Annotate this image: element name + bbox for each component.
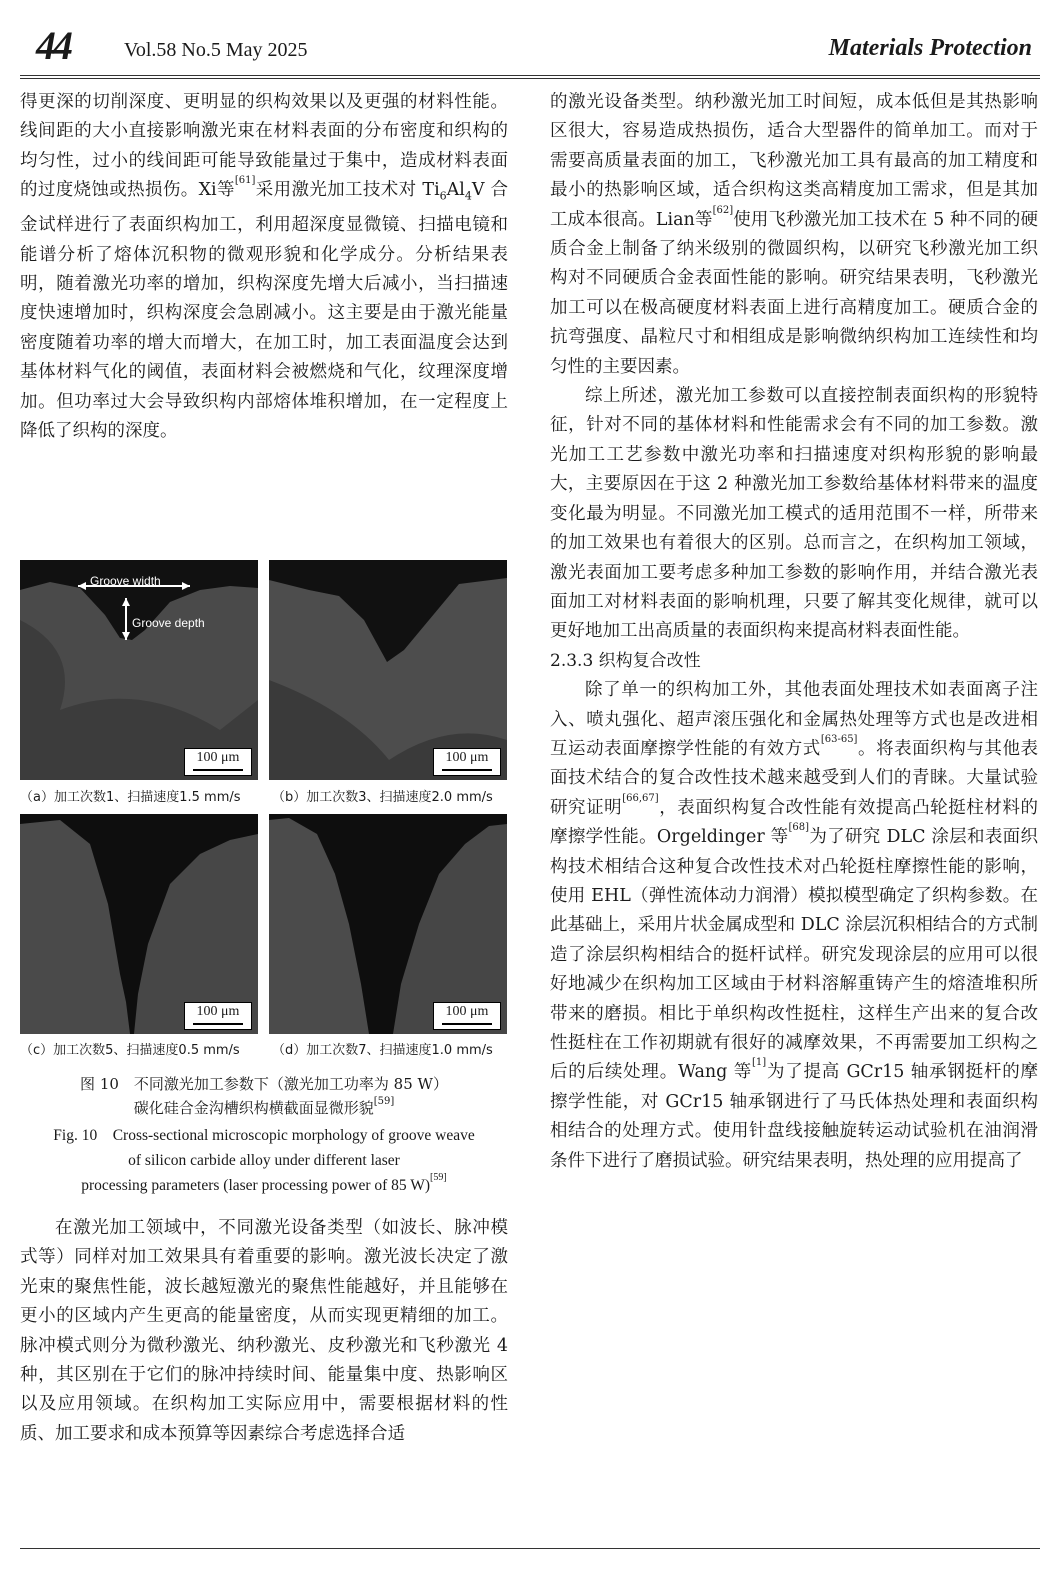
header-rule — [20, 75, 1040, 76]
footer-rule — [20, 1548, 1040, 1549]
scale-bar: 100 μm — [184, 1002, 252, 1030]
paragraph: 在激光加工领域中，不同激光设备类型（如波长、脉冲模式等）同样对加工效果具有着重要的影响。激光波长决定了激光束的聚焦性能，波长越短激光的聚焦性能越好，并且能够在更小的区域内产生更高的能量密度，从而实现更精细的加工。脉冲模式则分为微秒激光、纳秒激光、皮秒激光和飞秒激光 4 种，其区别在于它们的脉冲持续时间、能量集中度、热影响区以及应用领域。在织构加工实际应用中，需要根据材料的性质、加工要求和成本预算等因素综合考虑选择合适 — [20, 1218, 508, 1444]
groove-width-label: Groove width — [90, 574, 161, 588]
figure-caption-en-3: processing parameters (laser processing power of 85 W)[59] — [81, 1172, 447, 1194]
figure-caption-en-2: of silicon carbide alloy under different laser — [128, 1152, 400, 1169]
page-header — [20, 23, 1040, 68]
citation: [63-65] — [820, 733, 858, 745]
subcaption-b: （b）加工次数3、扫描速度2.0 mm/s — [272, 790, 493, 805]
subcaption-a: （a）加工次数1、扫描速度1.5 mm/s — [20, 790, 241, 805]
left-column-top — [20, 88, 508, 446]
page-number: 44 — [36, 23, 70, 68]
journal-volume-info: Vol.58 No.5 May 2025 — [124, 39, 308, 61]
scale-bar: 100 μm — [433, 1002, 501, 1030]
figure-caption-cn-2: 碳化硅合金沟槽织构横截面显微形貌[59] — [133, 1096, 395, 1117]
journal-name: Materials Protection — [828, 35, 1032, 61]
paragraph: 的激光设备类型。纳秒激光加工时间短，成本低但是其热影响区很大，容易造成热损伤，适合大型器件的简单加工。而对于需要高质量表面的加工，飞秒激光加工具有最高的加工精度和最小的热影响区域，适合织构这类高精度加工需求，但是其加工成本很高。Lian等[62]使用飞秒激光加工技术在 5 种不同的硬质合金上制备了纳米级别的微圆织构，以研究飞秒激光加工织构对不同硬质合金表面性能的影响。研究结果表明，飞秒激光加工可以在极高硬度材料表面上进行高精度加工。硬质合金的抗弯强度、晶粒尺寸和相组成是影响微纳织构加工连续性和均匀性的主要因素。 — [550, 92, 1039, 377]
subcaption-d: （d）加工次数7、扫描速度1.0 mm/s — [272, 1043, 493, 1058]
citation: [68] — [788, 822, 809, 834]
figure-caption-en-1: Fig. 10 Cross-sectional microscopic morphology of groove weave — [53, 1127, 475, 1144]
figure-caption-cn-1: 图 10 不同激光加工参数下（激光加工功率为 85 W） — [80, 1075, 448, 1093]
citation: [61] — [234, 175, 256, 187]
scale-bar: 100 μm — [433, 748, 501, 776]
citation: [66,67] — [622, 792, 659, 804]
section-heading: 2.3.3 织构复合改性 — [550, 650, 701, 671]
paragraph: 综上所述，激光加工参数可以直接控制表面织构的形貌特征，针对不同的基体材料和性能需求会有不同的加工参数。激光加工工艺参数中激光功率和扫描速度对织构形貌的影响最大，主要原因在于这 2 种激光加工参数给基体材料带来的温度变化最为明显。不同激光加工模式的适用范围不一样，所带来的加工效果也有着很大的区别。总而言之，在织构加工领域，激光表面加工要考虑多种加工参数的影响作用，并结合激光表面加工对材料表面的影响机理，只要了解其变化规律，就可以更好地加工出高质量的表面织构来提高材料表面性能。 — [550, 386, 1038, 642]
paragraph: 得更深的切削深度、更明显的织构效果以及更强的材料性能。线间距的大小直接影响激光束在材料表面的分布密度和织构的均匀性，过小的线间距可能导致能量过于集中，造成材料表面的过度烧蚀或热损伤。Xi等[61]采用激光加工技术对 $Ti_6Al_4V$ 合金试样进行了表面织构加工，利用超深度显微镜、扫描电镜和能谱分析了熔体沉积物的微观形貌和化学成分。分析结果表明，随着激光功率的增加，织构深度先增大后减小，当扫描速度快速增加时，织构深度会急剧减小。这主要是由于激光能量密度随着功率的增大而增大，在加工时，加工表面温度会达到基体材料气化的阈值，表面材料会被燃烧和气化，纹理深度增加。但功率过大会导致织构内部熔体堆积增加，在一定程度上降低了织构的深度。 — [20, 92, 508, 441]
groove-depth-label: Groove depth — [132, 616, 205, 630]
sem-image-a — [20, 560, 258, 780]
paragraph: 除了单一的织构加工外，其他表面处理技术如表面离子注入、喷丸强化、超声滚压强化和金属热处理等方式也是改进相互运动表面摩擦学性能的有效方式[63-65]。将表面织构与其他表面技术结合的复合改性技术越来越受到人们的青睐。大量试验研究证明[66,67]，表面织构复合改性能有效提高凸轮挺柱材料的摩擦学性能。Orgeldinger 等[68]为了研究 DLC 涂层和表面织构技术相结合这种复合改性技术对凸轮挺柱摩擦性能的影响，使用 EHL（弹性流体动力润滑）模拟模型确定了织构参数。在此基础上，采用片状金属成型和 DLC 涂层沉积相结合的方式制造了涂层织构相结合的挺杆试样。研究发现涂层的应用可以很好地减少在织构加工区域由于材料溶解重铸产生的熔渣堆积所带来的磨损。相比于单织构改性挺柱，这样生产出来的复合改性挺柱在工作初期就有很好的减摩效果，不再需要加工织构之后的后续处理。Wang 等[1]为了提高 GCr15 轴承钢挺杆的摩擦学性能，对 GCr15 轴承钢进行了马氏体热处理和表面织构相结合的处理方式。使用针盘线接触旋转运动试验机在油润滑条件下进行了磨损试验。研究结果表明，热处理的应用提高了 — [550, 680, 1039, 1171]
sem-image-b — [269, 560, 507, 780]
right-column — [550, 88, 1038, 1176]
citation: [62] — [712, 204, 734, 216]
header-rule-thin — [20, 78, 1040, 79]
citation: [1] — [752, 1057, 767, 1069]
scale-bar: 100 μm — [184, 748, 252, 776]
sem-image-d — [269, 814, 507, 1034]
left-column-bottom — [20, 1214, 508, 1449]
sem-image-c — [20, 814, 258, 1034]
subcaption-c: （c）加工次数5、扫描速度0.5 mm/s — [20, 1043, 240, 1058]
